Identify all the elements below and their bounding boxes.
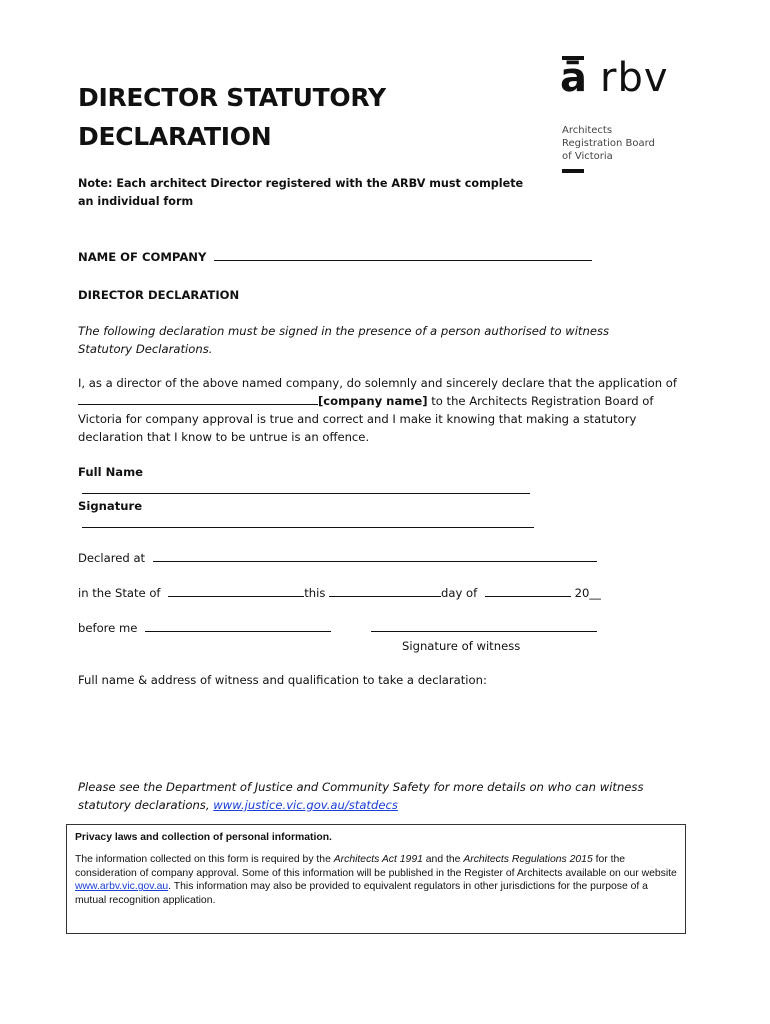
privacy-notice-box bbox=[66, 824, 686, 934]
state-date-row bbox=[78, 584, 618, 602]
witness-signature-field[interactable] bbox=[371, 619, 597, 632]
full-name-row bbox=[78, 463, 598, 499]
declaration-part-1: I, as a director of the above named company, do solemnly and sincerely declare that the application of bbox=[78, 376, 677, 390]
day-of-label: day of bbox=[441, 586, 478, 600]
logo-sub-line-2: Registration Board bbox=[562, 138, 655, 149]
before-me-row bbox=[78, 619, 618, 637]
company-name-field[interactable] bbox=[214, 248, 592, 261]
state-label: in the State of bbox=[78, 586, 161, 600]
before-me-field[interactable] bbox=[145, 619, 331, 632]
logo-wordmark: rbv bbox=[600, 55, 669, 101]
company-name-tag: [company name] bbox=[318, 394, 428, 408]
declared-at-row bbox=[78, 549, 598, 567]
privacy-text-part-3: for the consideration of company approval. Some of this information will be published in the Register of Architects available on our website bbox=[75, 854, 677, 879]
company-name-row bbox=[78, 248, 598, 266]
note-text: Note: Each architect Director registered with the ARBV must complete an individual form bbox=[78, 177, 524, 208]
page-title bbox=[78, 78, 478, 156]
witness-details-label: Full name & address of witness and qualification to take a declaration: bbox=[78, 673, 487, 687]
logo-sub-line-3: of Victoria bbox=[562, 151, 613, 162]
full-name-field[interactable] bbox=[82, 481, 530, 494]
year-field[interactable]: 20__ bbox=[574, 586, 601, 600]
privacy-text-part-1: The information collected on this form is required by the bbox=[75, 854, 334, 866]
architects-act: Architects Act 1991 bbox=[333, 854, 423, 866]
architects-regulations: Architects Regulations 2015 bbox=[463, 854, 593, 866]
justice-link[interactable]: www.justice.vic.gov.au/statdecs bbox=[213, 798, 398, 812]
declaration-paragraph bbox=[78, 374, 678, 446]
privacy-title: Privacy laws and collection of personal information. bbox=[75, 832, 332, 843]
signature-of-witness-label: Signature of witness bbox=[402, 639, 521, 653]
state-field[interactable] bbox=[168, 584, 304, 597]
title-line-1: DIRECTOR STATUTORY bbox=[78, 83, 386, 112]
privacy-text-part-4: . This information may also be provided to equivalent regulators in other jurisdictions for the purpose of a mutual recognition application. bbox=[75, 881, 648, 906]
logo-sub-line-1: Architects bbox=[562, 125, 613, 136]
declared-at-field[interactable] bbox=[153, 549, 597, 562]
declaration-part-2: to the Architects Registration Board of Victoria for company approval is true and correct and I make it knowing that making a statutory declaration that I know to be untrue is an offence. bbox=[78, 394, 654, 444]
full-name-label: Full Name bbox=[78, 465, 144, 479]
signature-row bbox=[78, 497, 598, 533]
privacy-text-part-2: and the bbox=[422, 854, 464, 866]
logo-mark: ā bbox=[560, 55, 587, 101]
witness-instruction: The following declaration must be signed in the presence of a person authorised to witness Statutory Declarations. bbox=[78, 324, 610, 356]
declared-at-label: Declared at bbox=[78, 551, 146, 565]
day-field[interactable] bbox=[329, 584, 441, 597]
justice-text: Please see the Department of Justice and Community Safety for more details on who can witness statutory declarations, bbox=[78, 780, 644, 812]
this-label: this bbox=[304, 586, 326, 600]
arbv-website-link[interactable]: www.arbv.vic.gov.au bbox=[75, 881, 169, 893]
application-company-field[interactable] bbox=[78, 392, 318, 405]
month-field[interactable] bbox=[485, 584, 571, 597]
privacy-text bbox=[75, 853, 677, 907]
arbv-logo bbox=[560, 56, 700, 176]
justice-info bbox=[78, 778, 678, 814]
signature-label: Signature bbox=[78, 499, 143, 513]
logo-subtitle bbox=[562, 124, 655, 163]
title-line-2: DECLARATION bbox=[78, 122, 272, 151]
director-declaration-heading: DIRECTOR DECLARATION bbox=[78, 288, 240, 302]
logo-bottom-bar bbox=[562, 169, 584, 173]
before-me-label: before me bbox=[78, 621, 138, 635]
company-name-label: NAME OF COMPANY bbox=[78, 250, 207, 264]
signature-field[interactable] bbox=[82, 515, 534, 528]
